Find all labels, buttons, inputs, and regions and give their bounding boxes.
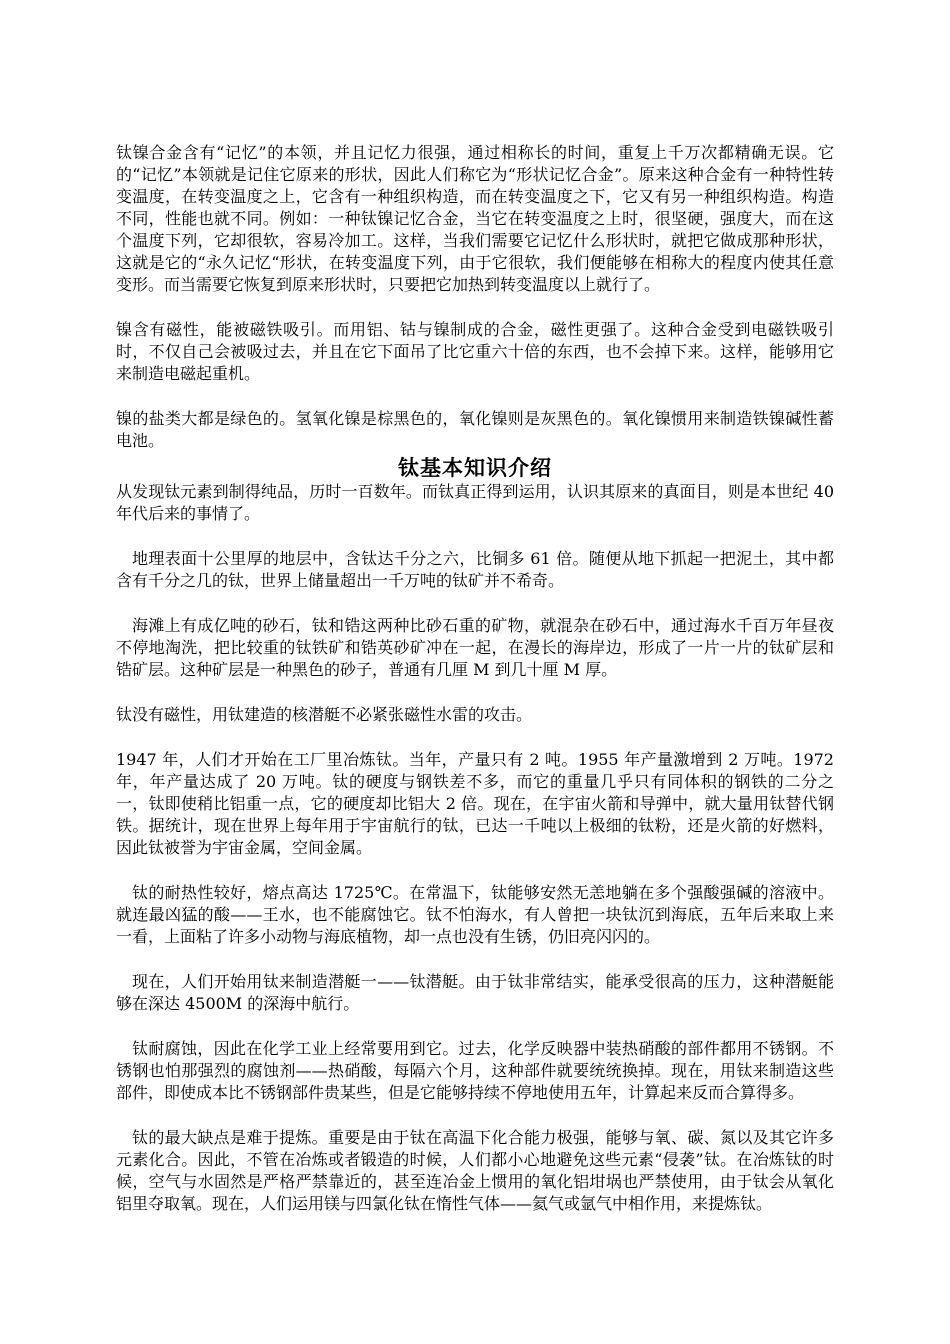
paragraph-titanium-discovery: 从发现钛元素到制得纯品，历时一百数年。而钛真正得到运用，认识其原来的真面目，则是本世纪 40 年代后来的事情了。 [116, 482, 834, 523]
paragraph-titanium-submarine: 现在，人们开始用钛来制造潜艇一——钛潜艇。由于钛非常结实，能承受很高的压力，这种潜艇能够在深达 4500M 的深海中航行。 [116, 972, 834, 1013]
paragraph-titanium-sands: 海滩上有成亿吨的砂石，钛和锆这两种比砂石重的矿物，就混杂在砂石中，通过海水千百万年昼夜不停地淘洗，把比较重的钛铁矿和锆英砂矿冲在一起，在漫长的海岸边，形成了一片一片的钛矿层和锆矿层。这种矿层是一种黑色的砂子，普通有几厘 M 到几十厘 M 厚。 [116, 616, 834, 679]
section-title: 钛基本知识介绍 [398, 456, 552, 480]
paragraph-nickel-magnetism: 镍含有磁性，能被磁铁吸引。而用铝、钴与镍制成的合金，磁性更强了。这种合金受到电磁铁吸引时，不仅自己会被吸过去，并且在它下面吊了比它重六十倍的东西，也不会掉下来。这样，能够用它来制造电磁起重机。 [116, 320, 834, 383]
paragraph-nickel-salts: 镍的盐类大都是绿色的。氢氧化镍是棕黑色的，氧化镍则是灰黑色的。氧化镍惯用来制造铁镍碱性蓄电池。 [116, 409, 834, 450]
paragraph-shape-memory-alloy: 钛镍合金含有“记忆”的本领，并且记忆力很强，通过相称长的时间，重复上千万次都精确无误。它的“记忆”本领就是记住它原来的形状，因此人们称它为“形状记忆合金”。原来这种合金有一种特性转变温度，在转变温度之上，它含有一种组织构造，而在转变温度之下，它又有另一种组织构造。构造不同，性能也就不同。例如：一种钛镍记忆合金，当它在转变温度之上时，很坚硬，强度大，而在这个温度下列，它却很软，容易冷加工。这样，当我们需要它记忆什么形状时，就把它做成那种形状，这就是它的“永久记忆“形状，在转变温度下列，由于它很软，我们便能够在相称大的程度内使其任意变形。而当需要它恢复到原来形状时，只要把它加热到转变温度以上就行了。 [116, 143, 834, 294]
paragraph-titanium-corrosion: 钛耐腐蚀，因此在化学工业上经常要用到它。过去，化学反映器中装热硝酸的部件都用不锈钢。不锈钢也怕那强烈的腐蚀剂——热硝酸，每隔六个月，这种部件就要统统换掉。现在，用钛来制造这些部件，即使成本比不锈钢部件贵某些，但是它能够持续不停地使用五年，计算起来反而合算得多。 [116, 1039, 834, 1102]
document-body [116, 142, 834, 1238]
paragraph-titanium-abundance: 地理表面十公里厚的地层中，含钛达千分之六，比铜多 61 倍。随便从地下抓起一把泥土，其中都含有千分之几的钛，世界上储量超出一千万吨的钛矿并不希奇。 [116, 549, 834, 590]
paragraph-titanium-refining: 钛的最大缺点是难于提炼。重要是由于钛在高温下化合能力极强，能够与氧、碳、氮以及其它许多元素化合。因此，不管在冶炼或者锻造的时候，人们都小心地避免这些元素“侵袭”钛。在冶炼钛的时候，空气与水固然是严格严禁靠近的，甚至连冶金上惯用的氧化铝坩埚也严禁使用，由于钛会从氧化铝里夺取氧。现在，人们运用镁与四氯化钛在惰性气体——氦气或氩气中相作用，来提炼钛。 [116, 1128, 834, 1213]
paragraph-titanium-nonmagnetic: 钛没有磁性，用钛建造的核潜艇不必紧张磁性水雷的攻击。 [116, 705, 533, 724]
paragraph-titanium-heat-resistance: 钛的耐热性较好，熔点高达 1725℃。在常温下，钛能够安然无恙地躺在多个强酸强碱的溶液中。就连最凶猛的酸——王水，也不能腐蚀它。钛不怕海水，有人曾把一块钛沉到海底，五年后来取上来一看，上面粘了许多小动物与海底植物，却一点也没有生锈，仍旧亮闪闪的。 [116, 883, 834, 946]
paragraph-titanium-production: 1947 年，人们才开始在工厂里冶炼钛。当年，产量只有 2 吨。1955 年产量激增到 2 万吨。1972 年，年产量达成了 20 万吨。钛的硬度与钢铁差不多，而它的重量几乎只有同体积的钢铁的二分之一，钛即使稍比铝重一点，它的硬度却比铝大 2 倍。现在，在宇宙火箭和导弹中，就大量用钛替代钢铁。据统计，现在世界上每年用于宇宙航行的钛，已达一千吨以上极细的钛粉，还是火箭的好燃料，因此钛被誉为宇宙金属，空间金属。 [116, 750, 834, 857]
